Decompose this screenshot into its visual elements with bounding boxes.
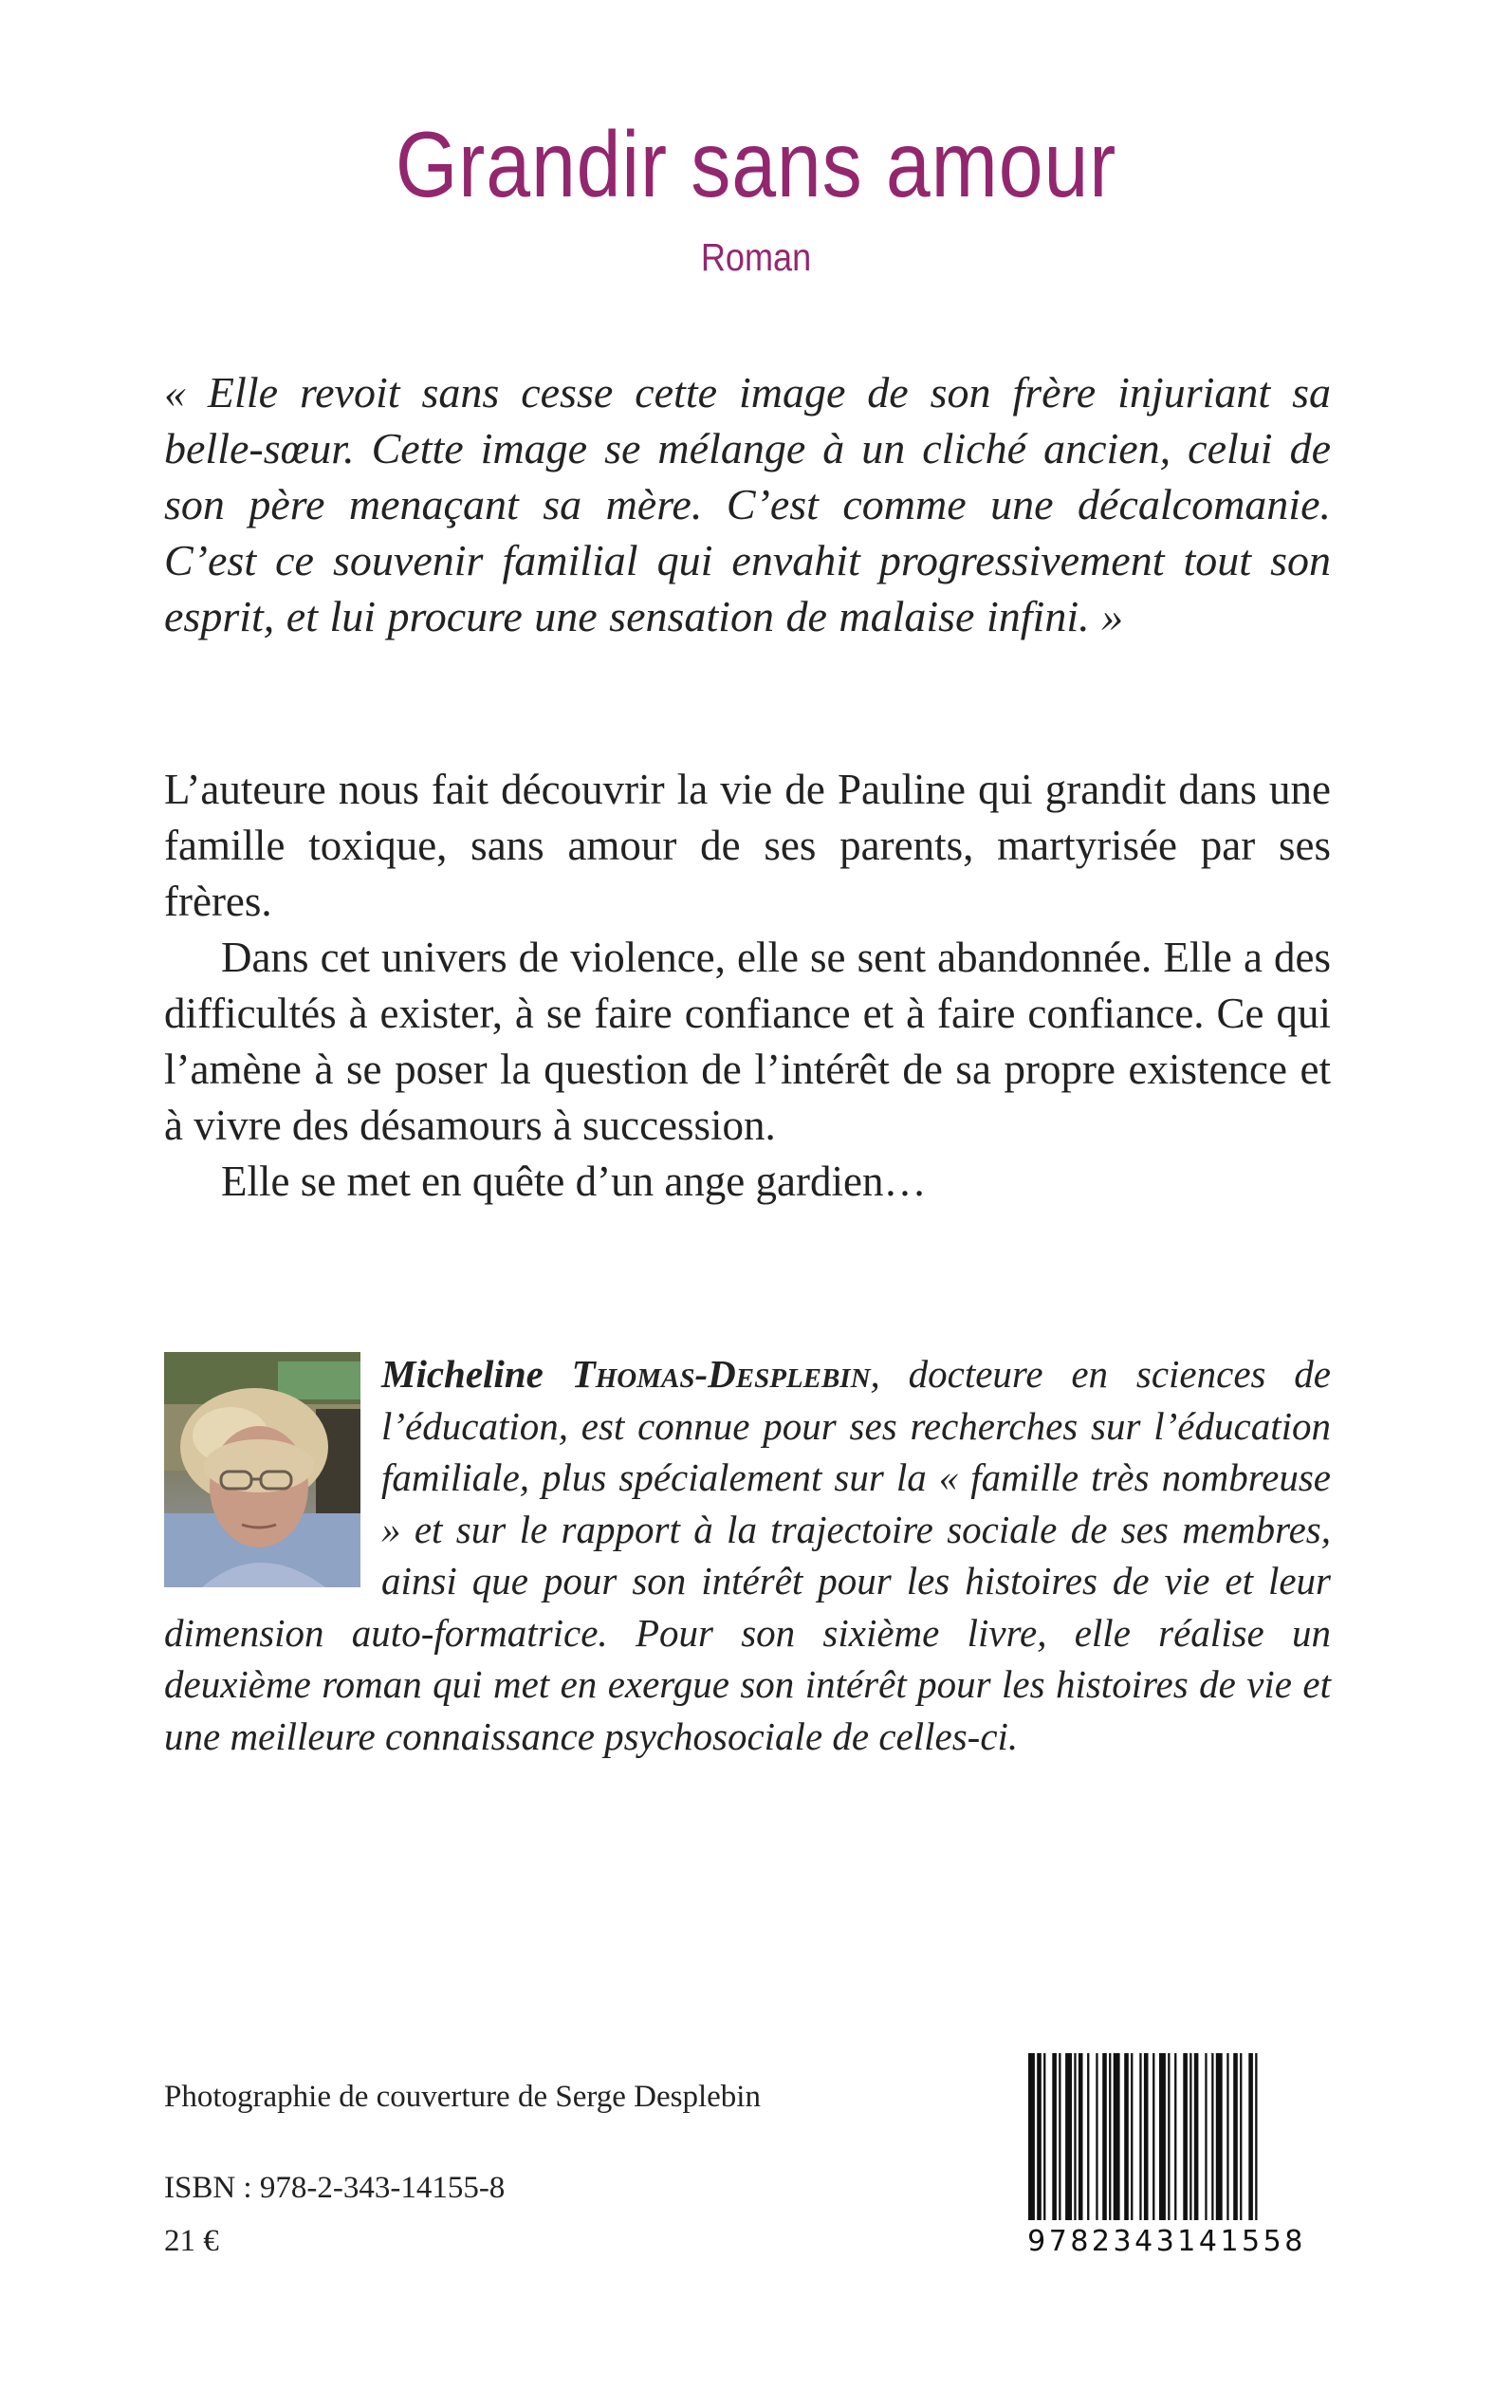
- barcode-bar: [1240, 2053, 1242, 2220]
- author-photo: [164, 1352, 360, 1587]
- barcode-bar: [1233, 2053, 1238, 2220]
- barcode-bar: [1216, 2053, 1223, 2220]
- barcode-bar: [1205, 2053, 1207, 2220]
- barcode-bar: [1114, 2053, 1120, 2220]
- barcode-bars: [1024, 2053, 1309, 2226]
- book-summary: [164, 762, 1331, 1210]
- barcode: [1024, 2053, 1309, 2260]
- photo-credit: Photographie de couverture de Serge Desplebin: [164, 2080, 761, 2114]
- barcode-bar: [1037, 2053, 1042, 2220]
- barcode-bar: [1159, 2053, 1166, 2220]
- barcode-bar: [1139, 2053, 1141, 2220]
- barcode-bar: [1189, 2053, 1191, 2220]
- price: 21 €: [164, 2224, 219, 2258]
- barcode-bar: [1059, 2053, 1060, 2220]
- barcode-bar: [1248, 2053, 1253, 2220]
- barcode-bar: [1211, 2053, 1213, 2220]
- summary-paragraph-1: L’auteure nous fait découvrir la vie de Pauline qui grandit dans une famille toxique, sans amour de ses parents, martyrisée par ses frères.: [164, 766, 1331, 925]
- author-last-name: Thomas-Desplebin: [571, 1352, 871, 1396]
- barcode-bar: [1174, 2053, 1176, 2220]
- barcode-bar: [1096, 2053, 1097, 2220]
- barcode-bar: [1028, 2053, 1035, 2220]
- barcode-bar: [1183, 2053, 1188, 2220]
- barcode-bar: [1074, 2053, 1076, 2220]
- author-portrait-illustration: [164, 1352, 360, 1587]
- barcode-bar: [1124, 2053, 1129, 2220]
- author-name: [381, 1352, 871, 1396]
- barcode-bar: [1152, 2053, 1154, 2220]
- barcode-bar: [1168, 2053, 1170, 2220]
- barcode-bar: [1194, 2053, 1199, 2220]
- barcode-bar: [1109, 2053, 1111, 2220]
- isbn: ISBN : 978-2-343-14155-8: [164, 2171, 506, 2205]
- barcode-bar: [1043, 2053, 1045, 2220]
- author-first-name: Micheline: [381, 1352, 544, 1396]
- barcode-bar: [1052, 2053, 1057, 2220]
- barcode-digits: 9782343141558: [1027, 2225, 1306, 2258]
- summary-paragraph-2: Dans cet univers de violence, elle se sent abandonnée. Elle a des difficultés à exister, à se faire confiance et à faire confiance. Ce qui l’amène à se poser la question de l’intérêt de sa propre existence et à vivre des désamours à succession.: [164, 934, 1331, 1149]
- barcode-bar: [1226, 2053, 1228, 2220]
- book-title: Grandir sans amour: [395, 112, 1117, 216]
- barcode-bar: [1079, 2053, 1083, 2220]
- summary-paragraph-3: Elle se met en quête d’un ange gardien…: [221, 1158, 927, 1205]
- barcode-bar: [1131, 2053, 1133, 2220]
- author-bio-text: , docteure en sciences de l’éducation, est connue pour ses recherches sur l’éducation familiale, plus spécialement sur la « famille très nombreuse » et sur le rapport à la trajectoire sociale de ses membres, ainsi que pour son intérêt pour les histoires de vie et leur dimension auto-formatrice. Pour son sixième livre, elle réalise un deuxième roman qui met en exergue son intérêt pour les histoires de vie et une meilleure connaissance psychosociale de celles-ci.: [164, 1352, 1331, 1758]
- book-genre: Roman: [700, 235, 812, 279]
- excerpt-quote: « Elle revoit sans cesse cette image de son frère injuriant sa belle-sœur. Cette image se mélange à un cliché ancien, celui de son père menaçant sa mère. C’est comme une décalcomanie. C’est ce souvenir familial qui envahit progressivement tout son esprit, et lui procure une sensation de malaise infini. »: [164, 368, 1331, 640]
- barcode-bar: [1102, 2053, 1107, 2220]
- barcode-bar: [1065, 2053, 1072, 2220]
- barcode-bar: [1144, 2053, 1149, 2220]
- barcode-bar: [1087, 2053, 1089, 2220]
- author-bio: [164, 1348, 1331, 1762]
- barcode-bar: [1255, 2053, 1257, 2220]
